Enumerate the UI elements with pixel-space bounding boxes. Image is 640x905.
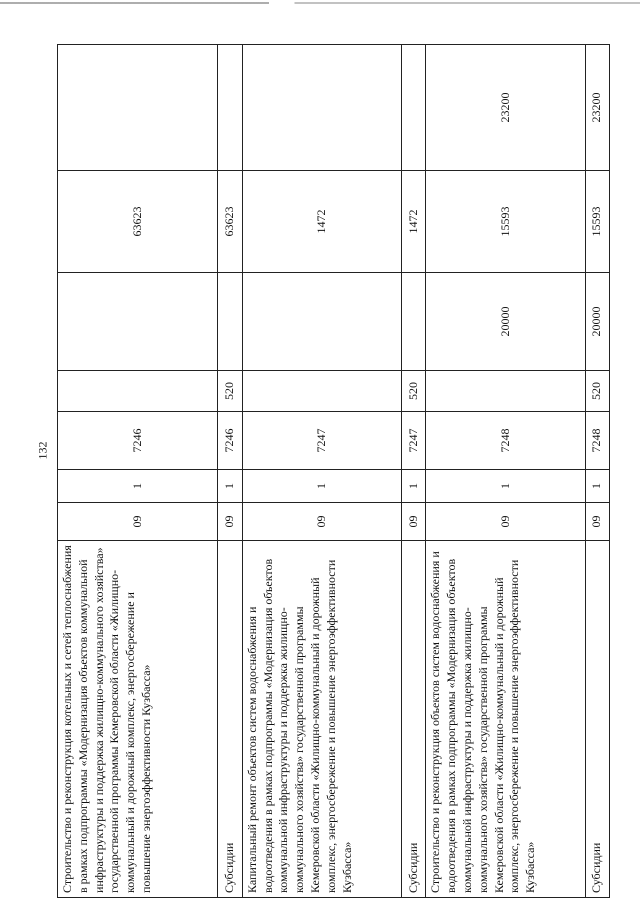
- cell-section: 09: [401, 503, 425, 541]
- cell-expense-type: [426, 371, 585, 412]
- cell-amount-2: 15593: [585, 171, 610, 273]
- table-row: [401, 45, 425, 898]
- cell-expense-type: 520: [218, 371, 242, 412]
- cell-amount-2: 63623: [218, 171, 242, 273]
- cell-section: 09: [242, 503, 401, 541]
- cell-subsection: 1: [58, 470, 218, 503]
- cell-subsection: 1: [585, 470, 610, 503]
- cell-amount-3: 23200: [426, 45, 585, 171]
- cell-section: 09: [585, 503, 610, 541]
- cell-target-code: 7247: [401, 412, 425, 470]
- cell-amount-3: [242, 45, 401, 171]
- row-name: Капитальный ремонт объектов систем водоснабжения и водоотведения в рамках подпрограммы «Модернизация объектов коммунальной инфраструктуры и поддержка жилищно-коммунального хозяйства» государственной программы Кемеровской области «Жилищно-коммунальный и дорожный комплекс, энергосбережение и повышение энергоэффективности Кузбасса»: [242, 541, 401, 898]
- cell-target-code: 7248: [585, 412, 610, 470]
- document-page: [57, 45, 610, 898]
- page-number: [33, 440, 53, 460]
- cell-amount-3: [58, 45, 218, 171]
- cell-target-code: 7246: [58, 412, 218, 470]
- row-name: Субсидии: [218, 541, 242, 898]
- cell-amount-1: [58, 273, 218, 371]
- row-name: Строительство и реконструкция объектов систем водоснабжения и водоотведения в рамках подпрограммы «Модернизация объектов коммунальной инфраструктуры и поддержка жилищно-коммунального хозяйства» государственной программы Кемеровской области «Жилищно-коммунальный и дорожный комплекс, энергосбережение и повышение энергоэффективности Кузбасса»: [426, 541, 585, 898]
- cell-amount-2: 1472: [401, 171, 425, 273]
- table-row: [242, 45, 401, 898]
- page-number-text: 132: [35, 441, 50, 459]
- table-row: [585, 45, 610, 898]
- scan-top-edge: [0, 2, 640, 4]
- cell-expense-type: [58, 371, 218, 412]
- cell-amount-3: 23200: [585, 45, 610, 171]
- row-name: Субсидии: [401, 541, 425, 898]
- cell-amount-1: 20000: [585, 273, 610, 371]
- cell-amount-2: 63623: [58, 171, 218, 273]
- cell-amount-1: [242, 273, 401, 371]
- cell-amount-3: [218, 45, 242, 171]
- rotated-table-container: [57, 45, 610, 898]
- table-row: [218, 45, 242, 898]
- cell-expense-type: 520: [585, 371, 610, 412]
- cell-amount-1: [401, 273, 425, 371]
- cell-subsection: 1: [426, 470, 585, 503]
- row-name: Строительство и реконструкция котельных и сетей теплоснабжения в рамках подпрограммы «Модернизация объектов коммунальной инфраструктуры и поддержка жилищно-коммунального хозяйства» государственной программы Кемеровской области «Жилищно-коммунальный и дорожный комплекс, энергосбережение и повышение энергоэффективности Кузбасса»: [58, 541, 218, 898]
- cell-subsection: 1: [242, 470, 401, 503]
- cell-amount-3: [401, 45, 425, 171]
- cell-section: 09: [58, 503, 218, 541]
- cell-amount-1: [218, 273, 242, 371]
- cell-target-code: 7246: [218, 412, 242, 470]
- budget-table-body: [58, 45, 610, 898]
- cell-expense-type: 520: [401, 371, 425, 412]
- cell-expense-type: [242, 371, 401, 412]
- cell-amount-2: 15593: [426, 171, 585, 273]
- cell-amount-2: 1472: [242, 171, 401, 273]
- table-row: [426, 45, 585, 898]
- row-name: Субсидии: [585, 541, 610, 898]
- cell-target-code: 7247: [242, 412, 401, 470]
- cell-section: 09: [218, 503, 242, 541]
- cell-amount-1: 20000: [426, 273, 585, 371]
- table-row: [58, 45, 218, 898]
- cell-subsection: 1: [218, 470, 242, 503]
- cell-target-code: 7248: [426, 412, 585, 470]
- budget-table: [57, 44, 610, 898]
- cell-subsection: 1: [401, 470, 425, 503]
- cell-section: 09: [426, 503, 585, 541]
